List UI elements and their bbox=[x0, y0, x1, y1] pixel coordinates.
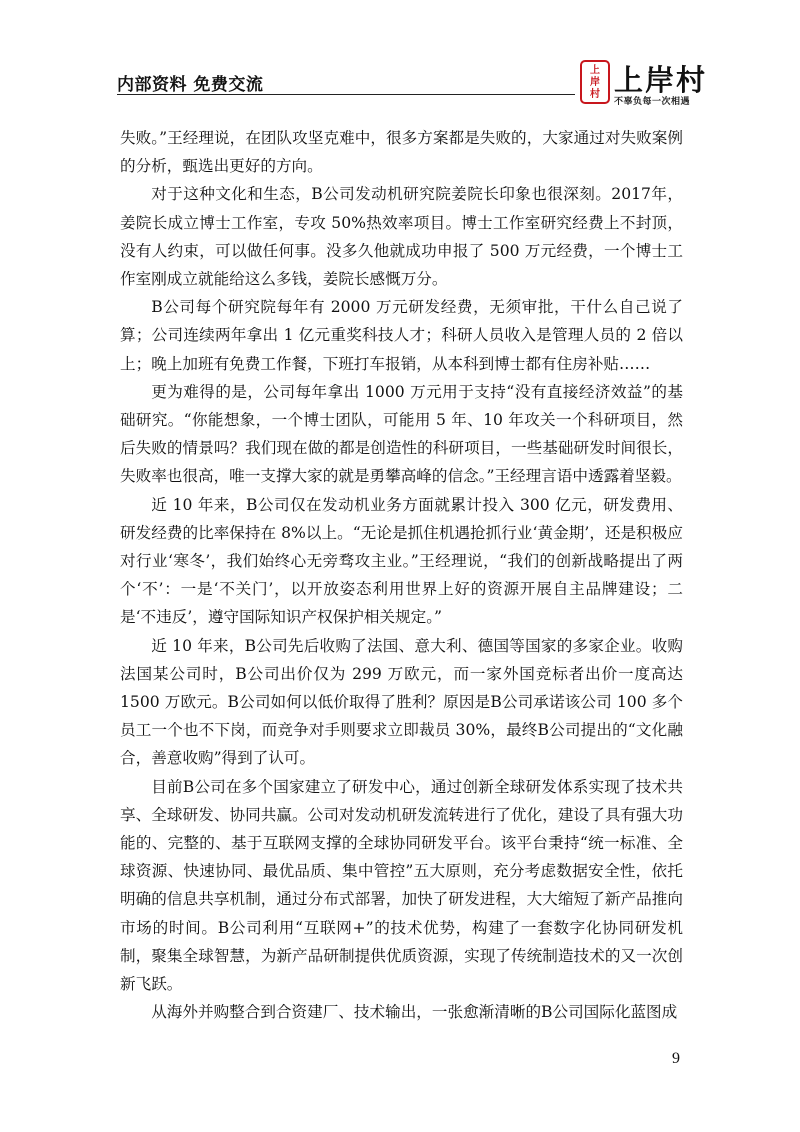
brand-slogan: 不辜负每一次相遇 bbox=[614, 97, 691, 107]
brand-name: 上岸村 bbox=[614, 63, 708, 97]
seal-char: 上 bbox=[590, 65, 600, 76]
article-body bbox=[120, 124, 683, 1027]
paragraph: 目前B公司在多个国家建立了研发中心，通过创新全球研发体系实现了技术共享、全球研发、协同共赢。公司对发动机研发流转进行了优化，建设了具有强大功能的、完整的、基于互联网支撑的全球协同研发平台。该平台秉持“统一标准、全球资源、快速协同、最优品质、集中管控”五大原则，充分考虑数据安全性，依托明确的信息共享机制，通过分布式部署，加快了研发进程，大大缩短了新产品推向市场的时间。B公司利用“互联网+”的技术优势，构建了一套数字化协同研发机制，聚集全球智慧，为新产品研制提供优质资源，实现了传统制造技术的又一次创新飞跃。 bbox=[120, 777, 683, 994]
seal-char: 岸 bbox=[590, 77, 600, 88]
paragraph: 近 10 年来，B公司先后收购了法国、意大利、德国等国家的多家企业。收购法国某公司时，B公司出价仅为 299 万欧元，而一家外国竞标者出价一度高达 1500 万欧元。B公司如何以低价取得了胜利？原因是B公司承诺该公司 100 多个员工一个也不下岗，而竞争对手则要求立即裁员 30%，最终B公司提出的“文化融合，善意收购”得到了认可。 bbox=[120, 636, 683, 768]
page-number: 9 bbox=[672, 1050, 680, 1067]
paragraph: 对于这种文化和生态，B公司发动机研究院姜院长印象也很深刻。2017年，姜院长成立博士工作室，专攻 50%热效率项目。博士工作室研究经费上不封顶，没有人约束，可以做任何事。没多久他就成功申报了 500 万元经费，一个博士工作室刚成立就能给这么多钱，姜院长感慨万分。 bbox=[120, 185, 683, 289]
paragraph-continued: 失败。”王经理说，在团队攻坚克难中，很多方案都是失败的，大家通过对失败案例的分析，甄选出更好的方向。 bbox=[120, 129, 683, 176]
paragraph: B公司每个研究院每年有 2000 万元研发经费，无须审批，干什么自己说了算；公司连续两年拿出 1 亿元重奖科技人才；科研人员收入是管理人员的 2 倍以上；晚上加班有免费工作餐，下班打车报销，从本科到博士都有住房补贴…… bbox=[120, 298, 683, 373]
brand-seal-icon bbox=[580, 60, 610, 104]
brand-logo bbox=[580, 60, 720, 106]
header-label: 内部资料 免费交流 bbox=[117, 75, 264, 95]
paragraph: 从海外并购整合到合资建厂、技术输出，一张愈渐清晰的B公司国际化蓝图成 bbox=[151, 1003, 678, 1022]
paragraph: 近 10 年来，B公司仅在发动机业务方面就累计投入 300 亿元，研发费用、研发经费的比率保持在 8%以上。“无论是抓住机遇抢抓行业‘黄金期’，还是积极应对行业‘寒冬’，我们始终心无旁骛攻主业。”王经理说，“我们的创新战略提出了两个‘不’：一是‘不关门’，以开放姿态利用世界上好的资源开展自主品牌建设；二是‘不违反’，遵守国际知识产权保护相关规定。” bbox=[120, 495, 683, 627]
seal-char: 村 bbox=[590, 89, 600, 100]
paragraph: 更为难得的是，公司每年拿出 1000 万元用于支持“没有直接经济效益”的基础研究。“你能想象，一个博士团队，可能用 5 年、10 年攻关一个科研项目，然后失败的情景吗？我们现在做的都是创造性的科研项目，一些基础研发时间很长，失败率也很高，唯一支撑大家的就是勇攀高峰的信念。”王经理言语中透露着坚毅。 bbox=[120, 382, 683, 486]
header-divider bbox=[117, 94, 575, 95]
